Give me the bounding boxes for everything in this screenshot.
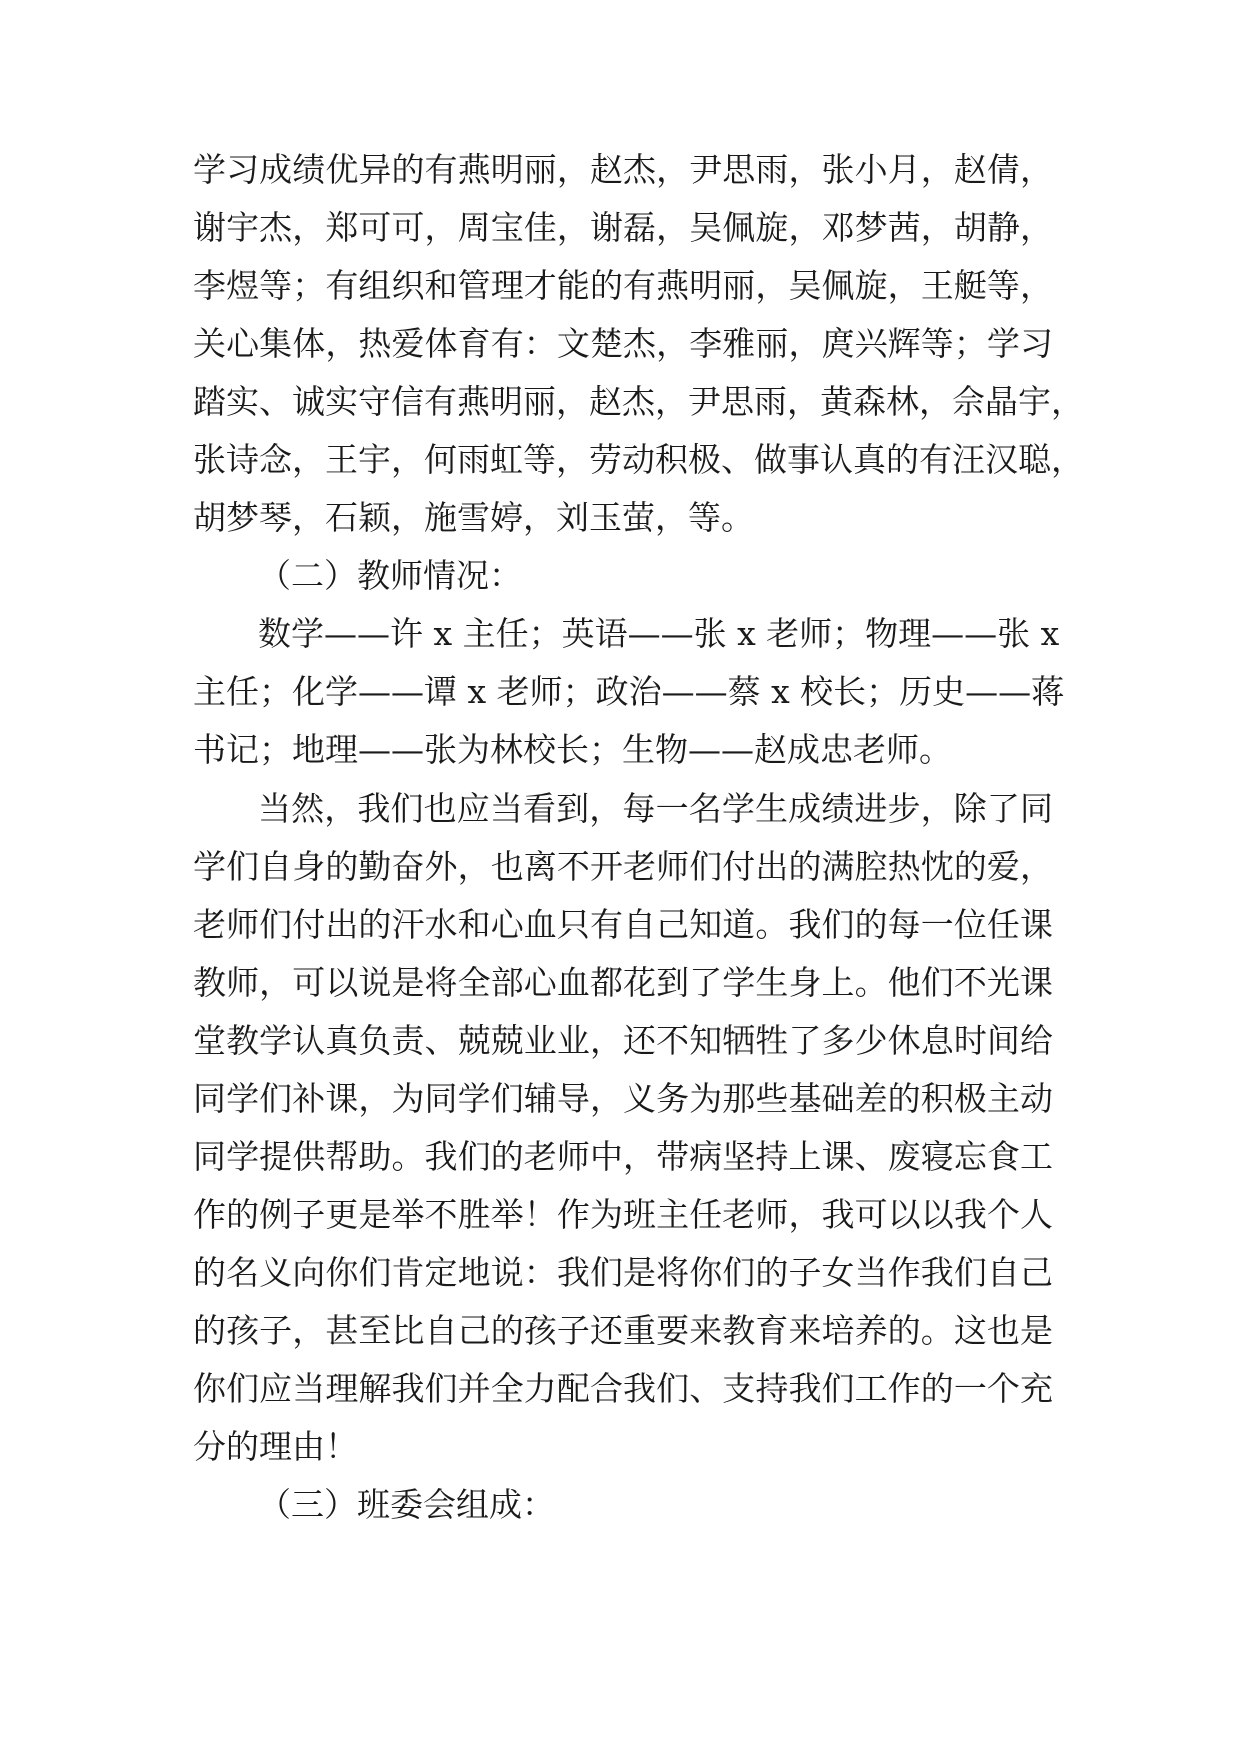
paragraph-line: 谢宇杰，郑可可，周宝佳，谢磊，吴佩旋，邓梦茜，胡静， [193,208,1053,247]
teacher-line: 主任；化学——谭 x 老师；政治——蔡 x 校长；历史——蒋 [193,672,1065,711]
paragraph-line: 老师们付出的汗水和心血只有自己知道。我们的每一位任课 [193,905,1053,944]
paragraph-line: 学习成绩优异的有燕明丽，赵杰，尹思雨，张小月，赵倩， [193,150,1053,189]
paragraph-line: 的名义向你们肯定地说：我们是将你们的子女当作我们自己 [193,1253,1053,1292]
teacher-line: 数学——许 x 主任；英语——张 x 老师；物理——张 x [258,614,1060,653]
section-heading: （二）教师情况： [258,556,522,595]
paragraph-line: 张诗念，王宇，何雨虹等，劳动积极、做事认真的有汪汉聪， [193,440,1084,479]
paragraph-line: 胡梦琴，石颖，施雪婷，刘玉萤，等。 [193,498,754,537]
paragraph-line: 学们自身的勤奋外，也离不开老师们付出的满腔热忱的爱， [193,847,1053,886]
paragraph-line: 当然，我们也应当看到，每一名学生成绩进步，除了同 [258,789,1053,828]
paragraph-line: 同学提供帮助。我们的老师中，带病坚持上课、废寝忘食工 [193,1137,1053,1176]
paragraph-line: 李煜等；有组织和管理才能的有燕明丽，吴佩旋，王艇等， [193,266,1053,305]
section-heading: （三）班委会组成： [258,1485,555,1524]
paragraph-line: 同学们补课，为同学们辅导，义务为那些基础差的积极主动 [193,1079,1053,1118]
paragraph-line: 作的例子更是举不胜举！作为班主任老师，我可以以我个人 [193,1195,1053,1234]
paragraph-line: 踏实、诚实守信有燕明丽，赵杰，尹思雨，黄森林，佘晶宇， [193,382,1084,421]
teacher-line: 书记；地理——张为林校长；生物——赵成忠老师。 [193,730,952,769]
paragraph-line: 分的理由！ [193,1427,358,1466]
paragraph-line: 你们应当理解我们并全力配合我们、支持我们工作的一个充 [193,1369,1053,1408]
paragraph-line: 关心集体，热爱体育有：文楚杰，李雅丽，庹兴辉等；学习 [193,324,1053,363]
paragraph-line: 堂教学认真负责、兢兢业业，还不知牺牲了多少休息时间给 [193,1021,1053,1060]
paragraph-line: 的孩子，甚至比自己的孩子还重要来教育来培养的。这也是 [193,1311,1053,1350]
paragraph-line: 教师，可以说是将全部心血都花到了学生身上。他们不光课 [193,963,1053,1002]
